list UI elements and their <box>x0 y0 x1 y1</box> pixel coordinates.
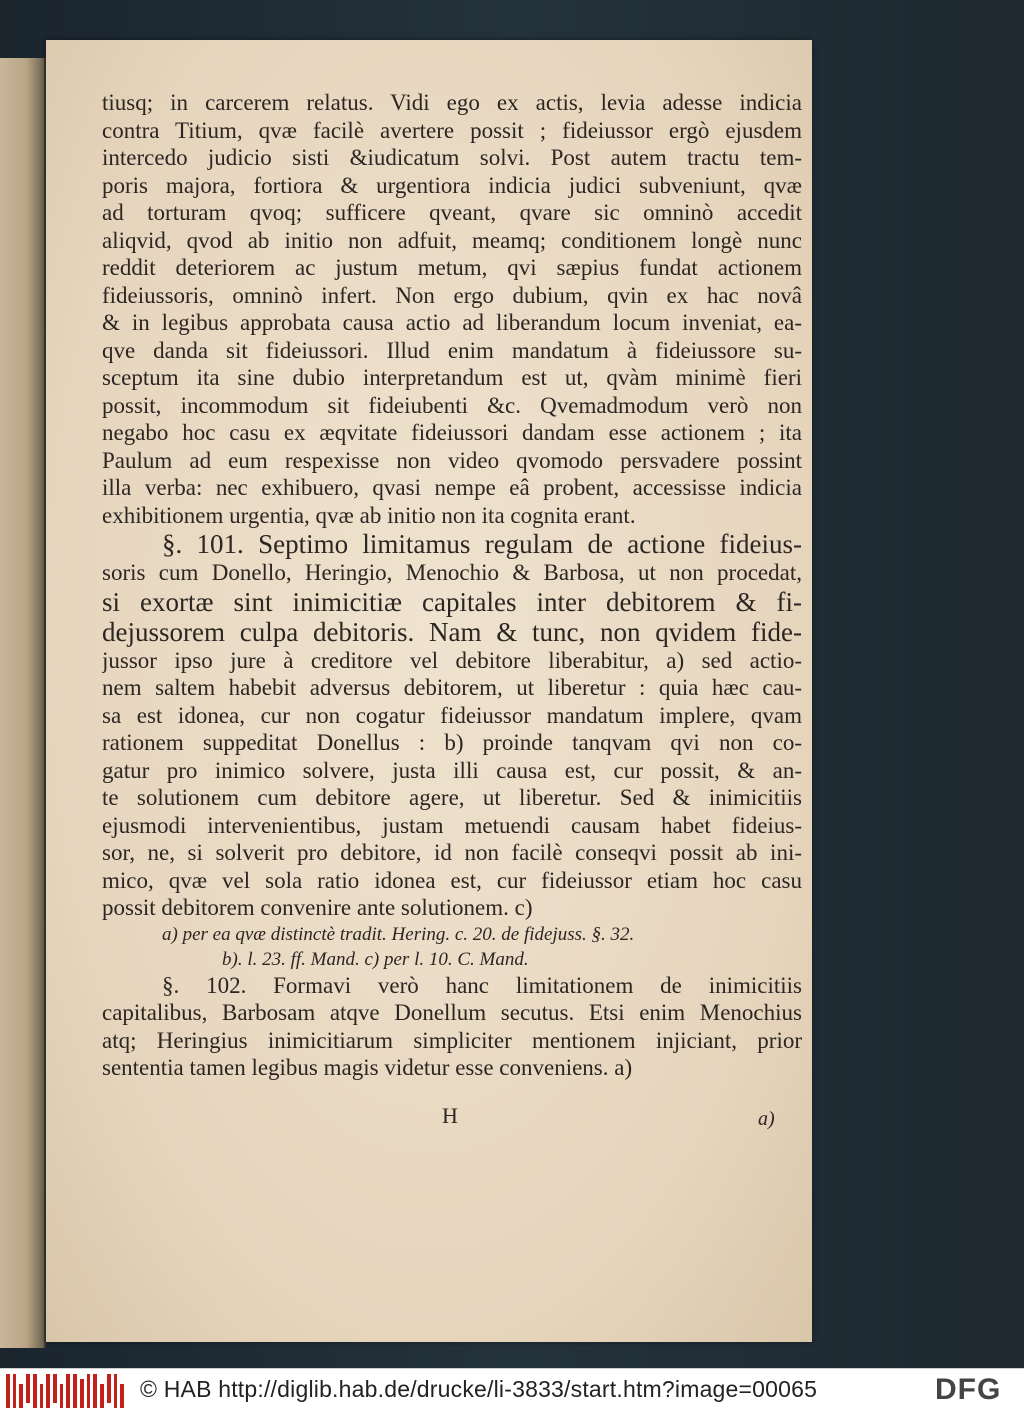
signature-mark: H <box>442 1103 458 1128</box>
text-line: reddit deteriorem ac justum metum, qvi sæpius fundat actionem <box>102 255 802 280</box>
text-line: sceptum ita sine dubio interpretandum est ut, qvàm minimè fieri <box>102 365 802 390</box>
book-page <box>46 40 812 1342</box>
page-text <box>102 89 802 1082</box>
text-line: sor, ne, si solverit pro debitore, id non facilè conseqvi possit ab ini- <box>102 840 802 865</box>
section-heading-101: §. 101. Septimo limitamus regulam de actione fideius- <box>162 529 802 559</box>
text-line: & in legibus approbata causa actio ad liberandum locum inveniat, ea- <box>102 310 802 335</box>
footnotes <box>102 922 802 972</box>
text-line: te solutionem cum debitore agere, ut liberetur. Sed & inimicitiis <box>102 785 802 810</box>
paragraph-101 <box>102 529 802 922</box>
text-line: fideiussoris, omninò infert. Non ergo dubium, qvin ex hac novâ <box>102 282 802 308</box>
paragraph-continuation <box>102 89 802 529</box>
catchword: a) <box>758 1108 775 1130</box>
hab-logo-icon <box>6 1374 124 1408</box>
text-line: possit debitorem convenire ante solutionem. c) <box>102 895 533 920</box>
text-line: mico, qvæ vel sola ratio idonea est, cur fideiussor etiam hoc casu <box>102 867 802 893</box>
text-line: nem saltem habebit adversus debitorem, ut liberetur : quia hæc cau- <box>102 675 802 700</box>
text-line: sa est idonea, cur non cogatur fideiussor mandatum implere, qvam <box>102 702 802 728</box>
dfg-logo: DFG <box>935 1373 1002 1406</box>
text-line: sententia tamen legibus magis videtur esse conveniens. a) <box>102 1055 633 1080</box>
text-line: exhibitionem urgentia, qvæ ab initio non ita cognita erant. <box>102 502 636 528</box>
text-line: intercedo judicio sisti &iudicatum solvi. Post autem tractu tem- <box>102 145 802 170</box>
text-line: gatur pro inimico solvere, justa illi causa est, cur possit, & an- <box>102 757 802 783</box>
text-line: dejussorem culpa debitoris. Nam & tunc, non qvidem fide- <box>102 616 802 647</box>
text-line: tiusq; in carcerem relatus. Vidi ego ex actis, levia adesse indicia <box>102 90 802 115</box>
text-line: ad torturam qvoq; sufficere qveant, qvare sic omninò accedit <box>102 200 802 225</box>
text-line: capitalibus, Barbosam atqve Donellum secutus. Etsi enim Menochius <box>102 1000 802 1025</box>
text-line: possit, incommodum sit fideiubenti &c. Qvemadmodum verò non <box>102 392 802 418</box>
text-line: rationem suppeditat Donellus : b) proinde tanqvam qvi non co- <box>102 730 802 755</box>
text-line: contra Titium, qvæ facilè avertere possit ; fideiussor ergò ejusdem <box>102 117 802 143</box>
section-heading-102: §. 102. Formavi verò hanc limitationem de inimicitiis <box>162 972 802 998</box>
text-line: ejusmodi intervenientibus, justam metuendi causam habet fideius- <box>102 812 802 838</box>
footnote: b). l. 23. ff. Mand. c) per l. 10. C. Mand. <box>222 948 529 970</box>
text-line: qve danda sit fideiussori. Illud enim mandatum à fideiussore su- <box>102 337 802 363</box>
text-line: atq; Heringius inimicitiarum simpliciter mentionem injiciant, prior <box>102 1027 802 1053</box>
text-line: soris cum Donello, Heringio, Menochio & Barbosa, ut non procedat, <box>102 560 802 585</box>
text-line: aliqvid, qvod ab initio non adfuit, meamq; conditionem longè nunc <box>102 227 802 253</box>
text-line: poris majora, fortiora & urgentiora indicia judici subveniunt, qvæ <box>102 172 802 198</box>
text-line: si exortæ sint inimicitiæ capitales inter debitorem & fi- <box>102 586 802 617</box>
previous-page-edge <box>0 58 46 1348</box>
footer-bar <box>0 1368 1024 1413</box>
copyright-url[interactable]: © HAB http://diglib.hab.de/drucke/li-3833/start.htm?image=00065 <box>140 1376 818 1402</box>
footnote: a) per ea qvæ distinctè tradit. Hering. c. 20. de fidejuss. §. 32. <box>162 923 635 945</box>
text-line: illa verba: nec exhibuero, qvasi nempe eâ probent, accessisse indicia <box>102 475 802 500</box>
text-line: Paulum ad eum respexisse non video qvomodo persvadere possint <box>102 447 802 473</box>
paragraph-102 <box>102 972 802 1082</box>
text-line: negabo hoc casu ex æqvitate fideiussori dandam esse actionem ; ita <box>102 420 802 445</box>
text-line: jussor ipso jure à creditore vel debitore liberabitur, a) sed actio- <box>102 647 802 673</box>
